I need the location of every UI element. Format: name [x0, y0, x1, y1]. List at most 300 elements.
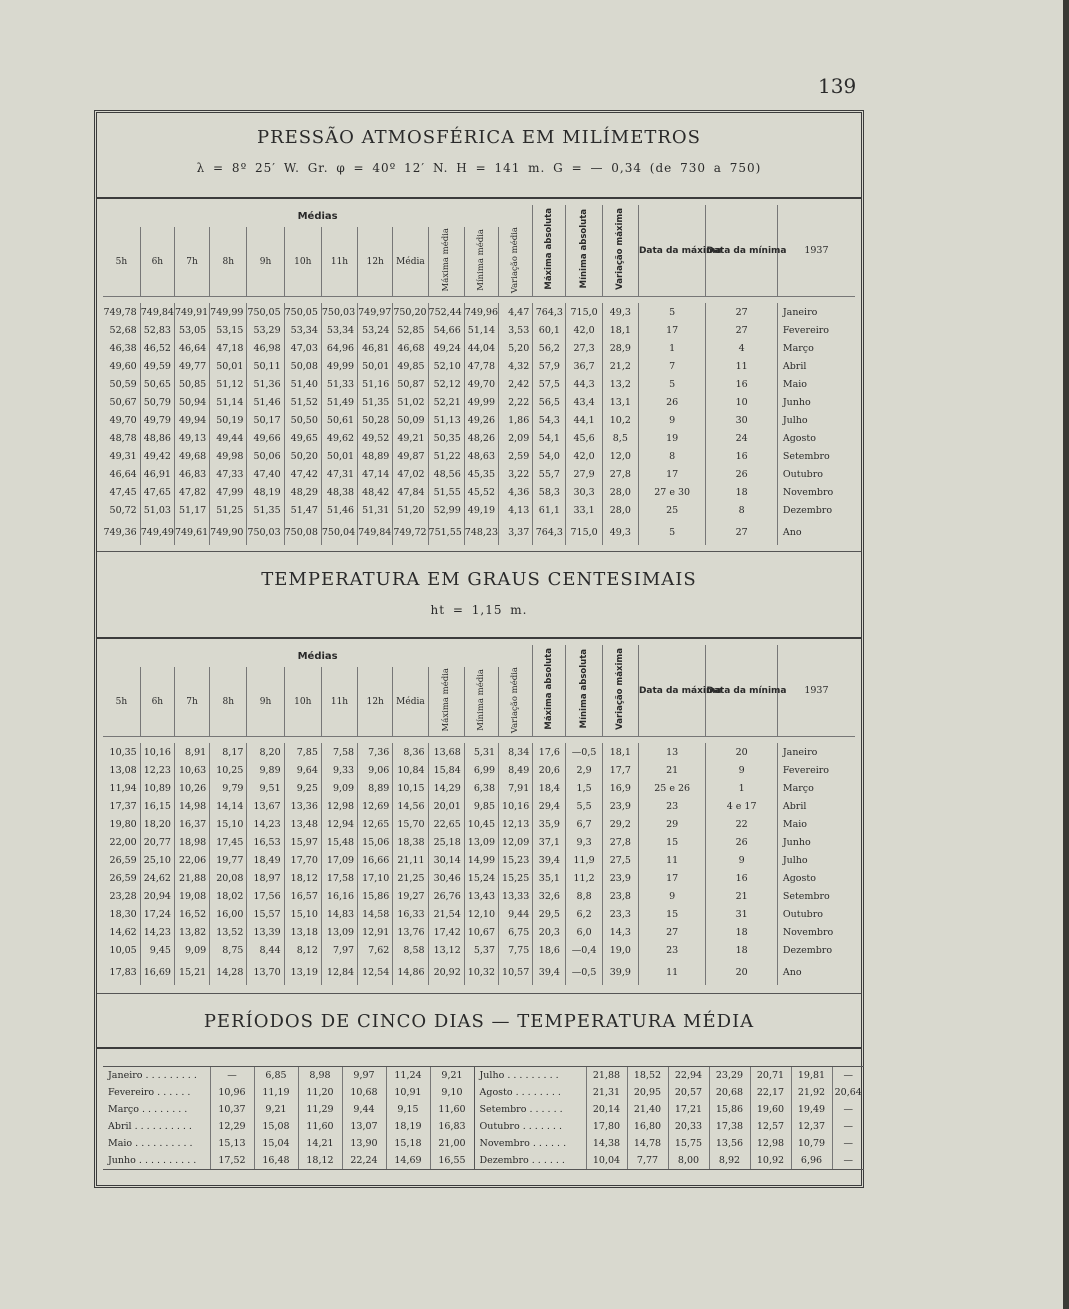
- value-cell: 1,5: [566, 779, 602, 797]
- value-cell: 14,14: [210, 797, 247, 815]
- header-year: [777, 205, 855, 297]
- value-cell: 37,1: [533, 833, 566, 851]
- value-cell: 20,3: [533, 923, 566, 941]
- value-cell: 27,3: [566, 339, 602, 357]
- periods-table: [103, 1066, 864, 1170]
- value-cell: 10,91: [386, 1084, 430, 1101]
- value-cell: 5: [638, 375, 705, 393]
- table-row: [103, 483, 855, 501]
- header-text: 10h: [294, 696, 312, 707]
- value-cell: 47,82: [174, 483, 209, 501]
- value-cell: —: [832, 1118, 864, 1135]
- value-cell: 44,1: [566, 411, 602, 429]
- value-cell: 12,10: [464, 905, 498, 923]
- value-cell: 17,80: [586, 1118, 627, 1135]
- value-cell: 749,99: [210, 303, 247, 321]
- value-cell: 14,99: [464, 851, 498, 869]
- value-cell: 16,33: [393, 905, 428, 923]
- month-cell: Fevereiro: [777, 761, 855, 779]
- page-number: 139: [818, 74, 857, 98]
- value-cell: 750,03: [321, 303, 357, 321]
- value-cell: 21,40: [627, 1101, 668, 1118]
- value-cell: 9,25: [284, 779, 321, 797]
- value-cell: 49,62: [321, 429, 357, 447]
- value-cell: 15,24: [464, 869, 498, 887]
- value-cell: 29,5: [533, 905, 566, 923]
- value-cell: 7,36: [358, 743, 393, 761]
- value-cell: 12,91: [358, 923, 393, 941]
- value-cell: 50,17: [247, 411, 284, 429]
- month-cell: Fevereiro . . . . . .: [108, 1087, 191, 1098]
- header-max-abs: [533, 645, 566, 737]
- value-cell: 16,66: [358, 851, 393, 869]
- value-cell: 11,2: [566, 869, 602, 887]
- value-cell: 9,97: [342, 1067, 386, 1085]
- value-cell: 13,68: [428, 743, 464, 761]
- header-text: Data da máxima: [638, 246, 722, 257]
- value-cell: 47,99: [210, 483, 247, 501]
- month-cell: Maio: [777, 375, 855, 393]
- value-cell: 20,01: [428, 797, 464, 815]
- value-cell: 7,97: [321, 941, 357, 959]
- value-cell: 14,56: [393, 797, 428, 815]
- value-cell: 48,89: [358, 447, 393, 465]
- period-row: [103, 1084, 864, 1101]
- value-cell: 47,14: [358, 465, 393, 483]
- value-cell: 17,42: [428, 923, 464, 941]
- value-cell: 51,14: [210, 393, 247, 411]
- month-cell: Abril: [777, 357, 855, 375]
- value-cell: 8,98: [298, 1067, 342, 1085]
- value-cell: 48,29: [284, 483, 321, 501]
- value-cell: 749,84: [358, 519, 393, 545]
- value-cell: 51,35: [247, 501, 284, 519]
- value-cell: 22,00: [109, 836, 137, 848]
- value-cell: 23,9: [602, 797, 638, 815]
- value-cell: 49,85: [393, 357, 428, 375]
- value-cell: 16: [706, 375, 777, 393]
- medias-label: Médias: [297, 210, 338, 222]
- month-cell: Maio . . . . . . . . . .: [108, 1138, 193, 1149]
- value-cell: 18,12: [298, 1152, 342, 1170]
- header-data-min: [706, 205, 787, 297]
- value-cell: 49,19: [464, 501, 498, 519]
- value-cell: 19,0: [602, 941, 638, 959]
- value-cell: 47,40: [247, 465, 284, 483]
- value-cell: 54,66: [428, 321, 464, 339]
- value-cell: 19,80: [109, 818, 137, 830]
- value-cell: 9: [638, 411, 705, 429]
- value-cell: 9,85: [464, 797, 498, 815]
- value-cell: 8,91: [174, 743, 209, 761]
- value-cell: 9,3: [566, 833, 602, 851]
- value-cell: 6,99: [464, 761, 498, 779]
- value-cell: 48,86: [140, 429, 174, 447]
- header-data-min: [706, 645, 787, 737]
- value-cell: 56,5: [533, 393, 566, 411]
- month-cell: Agosto . . . . . . . .: [474, 1084, 586, 1101]
- value-cell: 12,98: [321, 797, 357, 815]
- value-cell: 17,38: [709, 1118, 750, 1135]
- value-cell: 18,4: [533, 779, 566, 797]
- period-row: [103, 1101, 864, 1118]
- value-cell: 17,45: [210, 833, 247, 851]
- value-cell: 48,56: [428, 465, 464, 483]
- value-cell: 9,33: [321, 761, 357, 779]
- value-cell: 749,72: [393, 519, 428, 545]
- value-cell: 50,19: [210, 411, 247, 429]
- value-cell: 24: [706, 429, 777, 447]
- value-cell: 17,7: [602, 761, 638, 779]
- value-cell: 45,6: [566, 429, 602, 447]
- value-cell: 22: [706, 815, 777, 833]
- value-cell: 53,29: [247, 321, 284, 339]
- value-cell: 18,12: [284, 869, 321, 887]
- value-cell: 13: [638, 743, 705, 761]
- table-row: [103, 375, 855, 393]
- value-cell: 9,64: [284, 761, 321, 779]
- value-cell: 8,34: [499, 743, 533, 761]
- value-cell: 23,9: [602, 869, 638, 887]
- temperature-divider: [97, 637, 861, 639]
- value-cell: —: [832, 1135, 864, 1152]
- value-cell: 49,68: [174, 447, 209, 465]
- value-cell: 8,75: [210, 941, 247, 959]
- value-cell: 48,78: [109, 432, 137, 444]
- value-cell: 20,57: [668, 1084, 709, 1101]
- value-cell: 9,79: [210, 779, 247, 797]
- value-cell: 30,3: [566, 483, 602, 501]
- value-cell: 42,0: [566, 321, 602, 339]
- value-cell: 49,60: [109, 360, 137, 372]
- value-cell: 21,54: [428, 905, 464, 923]
- value-cell: —: [832, 1101, 864, 1118]
- header-text: 10h: [294, 256, 312, 267]
- value-cell: 30,14: [428, 851, 464, 869]
- value-cell: 13,52: [210, 923, 247, 941]
- value-cell: 21,2: [602, 357, 638, 375]
- value-cell: 21,25: [393, 869, 428, 887]
- value-cell: 15,18: [386, 1135, 430, 1152]
- value-cell: 4,36: [499, 483, 533, 501]
- value-cell: 50,06: [247, 447, 284, 465]
- period-row: [103, 1067, 864, 1085]
- value-cell: 14,62: [109, 926, 137, 938]
- value-cell: 51,02: [393, 393, 428, 411]
- table-row: [103, 779, 855, 797]
- value-cell: 8,36: [393, 743, 428, 761]
- value-cell: 15,48: [321, 833, 357, 851]
- value-cell: 27,9: [566, 465, 602, 483]
- value-cell: 10,68: [342, 1084, 386, 1101]
- value-cell: 28,0: [602, 501, 638, 519]
- value-cell: 14,69: [386, 1152, 430, 1170]
- value-cell: 11: [638, 851, 705, 869]
- value-cell: 49,70: [464, 375, 498, 393]
- value-cell: 14,21: [298, 1135, 342, 1152]
- value-cell: 53,15: [210, 321, 247, 339]
- periods-title: PERÍODOS DE CINCO DIAS — TEMPERATURA MÉDIA: [203, 1011, 755, 1032]
- value-cell: 51,31: [358, 501, 393, 519]
- value-cell: 39,4: [533, 851, 566, 869]
- value-cell: 8,17: [210, 743, 247, 761]
- header-11h: [321, 667, 357, 737]
- month-cell: Setembro: [777, 887, 855, 905]
- value-cell: 21,11: [393, 851, 428, 869]
- month-cell: Setembro . . . . . .: [474, 1101, 586, 1118]
- value-cell: 50,50: [284, 411, 321, 429]
- header-data-max: [638, 205, 722, 297]
- value-cell: 13,1: [602, 393, 638, 411]
- value-cell: 8,44: [247, 941, 284, 959]
- value-cell: 10,26: [174, 779, 209, 797]
- value-cell: 10,57: [499, 959, 533, 985]
- value-cell: 5,37: [464, 941, 498, 959]
- temperature-title: TEMPERATURA EM GRAUS CENTESIMAIS: [261, 569, 697, 590]
- value-cell: 3,53: [499, 321, 533, 339]
- value-cell: —: [832, 1067, 864, 1085]
- value-cell: 28,0: [602, 483, 638, 501]
- value-cell: 22,06: [174, 851, 209, 869]
- value-cell: 750,05: [247, 303, 284, 321]
- header-text: Máxima média: [440, 668, 451, 732]
- value-cell: 9,09: [321, 779, 357, 797]
- value-cell: 9,06: [358, 761, 393, 779]
- month-cell: Janeiro . . . . . . . . .: [103, 1067, 210, 1085]
- header-max-media: [428, 227, 464, 297]
- value-cell: 50,67: [109, 396, 137, 408]
- value-cell: 26: [706, 465, 777, 483]
- value-cell: 12,98: [750, 1135, 791, 1152]
- value-cell: 13,18: [284, 923, 321, 941]
- header-max-media: [428, 667, 464, 737]
- value-cell: 764,3: [533, 303, 566, 321]
- value-cell: 51,22: [428, 447, 464, 465]
- header-text: 9h: [259, 256, 272, 267]
- value-cell: 15,08: [254, 1118, 298, 1135]
- value-cell: 16: [706, 447, 777, 465]
- value-cell: 49,21: [393, 429, 428, 447]
- value-cell: 23,28: [109, 890, 137, 902]
- value-cell: 50,94: [174, 393, 209, 411]
- value-cell: 749,36: [103, 526, 137, 538]
- value-cell: 749,61: [174, 519, 209, 545]
- month-cell: Julho . . . . . . . . .: [474, 1067, 586, 1085]
- value-cell: 13,39: [247, 923, 284, 941]
- value-cell: —0,5: [566, 743, 602, 761]
- value-cell: 5: [638, 519, 705, 545]
- value-cell: 35,9: [533, 815, 566, 833]
- value-cell: 52,83: [140, 321, 174, 339]
- value-cell: 55,7: [533, 465, 566, 483]
- value-cell: 15,57: [247, 905, 284, 923]
- value-cell: 32,6: [533, 887, 566, 905]
- value-cell: 12,65: [358, 815, 393, 833]
- value-cell: 25,18: [428, 833, 464, 851]
- value-cell: 12,13: [499, 815, 533, 833]
- value-cell: 20: [706, 743, 777, 761]
- value-cell: 21,00: [430, 1135, 474, 1152]
- header-text: Mínima média: [475, 669, 486, 731]
- value-cell: 18,98: [174, 833, 209, 851]
- value-cell: 25: [638, 501, 705, 519]
- value-cell: 8,49: [499, 761, 533, 779]
- value-cell: 14,98: [174, 797, 209, 815]
- value-cell: 11: [706, 357, 777, 375]
- value-cell: 51,49: [321, 393, 357, 411]
- value-cell: 16,69: [140, 959, 174, 985]
- value-cell: 9,51: [247, 779, 284, 797]
- value-cell: 16,55: [430, 1152, 474, 1170]
- value-cell: 749,96: [464, 303, 498, 321]
- value-cell: 4,32: [499, 357, 533, 375]
- value-cell: 51,13: [428, 411, 464, 429]
- value-cell: 13,82: [174, 923, 209, 941]
- header-10h: [284, 227, 321, 297]
- value-cell: 10,16: [499, 797, 533, 815]
- value-cell: 47,78: [464, 357, 498, 375]
- value-cell: 10,79: [791, 1135, 832, 1152]
- month-cell: Junho: [777, 833, 855, 851]
- month-cell: Agosto: [777, 869, 855, 887]
- value-cell: 749,84: [140, 303, 174, 321]
- value-cell: 20,94: [140, 887, 174, 905]
- value-cell: 26: [638, 393, 705, 411]
- value-cell: 3,22: [499, 465, 533, 483]
- value-cell: 51,46: [247, 393, 284, 411]
- value-cell: 13,07: [342, 1118, 386, 1135]
- value-cell: 23: [638, 797, 705, 815]
- value-cell: 51,52: [284, 393, 321, 411]
- value-cell: 18,6: [533, 941, 566, 959]
- value-cell: 50,65: [140, 375, 174, 393]
- value-cell: 51,03: [140, 501, 174, 519]
- header-media: [393, 227, 428, 297]
- value-cell: 7,77: [627, 1152, 668, 1170]
- table-row: [103, 321, 855, 339]
- value-cell: 47,65: [140, 483, 174, 501]
- value-cell: 17,6: [533, 743, 566, 761]
- value-cell: 12,23: [140, 761, 174, 779]
- value-cell: 49,94: [174, 411, 209, 429]
- value-cell: 49,3: [602, 519, 638, 545]
- value-cell: 9: [706, 851, 777, 869]
- value-cell: 14,83: [321, 905, 357, 923]
- value-cell: 50,11: [247, 357, 284, 375]
- value-cell: 16,52: [174, 905, 209, 923]
- value-cell: 47,42: [284, 465, 321, 483]
- value-cell: 47,45: [109, 486, 137, 498]
- header-text: 11h: [330, 696, 349, 707]
- value-cell: 47,03: [284, 339, 321, 357]
- value-cell: 2,09: [499, 429, 533, 447]
- value-cell: 20,71: [750, 1067, 791, 1085]
- value-cell: 13,43: [464, 887, 498, 905]
- value-cell: 8,12: [284, 941, 321, 959]
- temperature-table: [103, 645, 855, 985]
- value-cell: 13,08: [109, 764, 137, 776]
- value-cell: 28,9: [602, 339, 638, 357]
- value-cell: 19,77: [210, 851, 247, 869]
- header-7h: [174, 227, 209, 297]
- value-cell: 20: [706, 959, 777, 985]
- value-cell: 27: [706, 303, 777, 321]
- value-cell: 12,57: [750, 1118, 791, 1135]
- value-cell: 20,64: [832, 1084, 864, 1101]
- table-row: [103, 339, 855, 357]
- value-cell: 9: [706, 761, 777, 779]
- value-cell: 748,23: [464, 519, 498, 545]
- value-cell: 12,84: [321, 959, 357, 985]
- value-cell: 16,83: [430, 1118, 474, 1135]
- value-cell: 10,32: [464, 959, 498, 985]
- value-cell: 18: [706, 923, 777, 941]
- value-cell: 2,42: [499, 375, 533, 393]
- value-cell: 49,66: [247, 429, 284, 447]
- month-cell: Junho: [777, 393, 855, 411]
- value-cell: 49,79: [140, 411, 174, 429]
- value-cell: 23: [638, 941, 705, 959]
- value-cell: 10,04: [586, 1152, 627, 1170]
- header-text: Variação média: [510, 667, 521, 734]
- value-cell: 11,20: [298, 1084, 342, 1101]
- value-cell: 8,89: [358, 779, 393, 797]
- value-cell: 15,70: [393, 815, 428, 833]
- value-cell: 13,67: [247, 797, 284, 815]
- value-cell: 715,0: [566, 519, 602, 545]
- header-text: 12h: [366, 256, 384, 267]
- value-cell: 51,33: [321, 375, 357, 393]
- header-min-media: [464, 227, 498, 297]
- table-row: [103, 393, 855, 411]
- value-cell: 51,17: [174, 501, 209, 519]
- header-data-max: [638, 645, 722, 737]
- value-cell: 11,24: [386, 1067, 430, 1085]
- value-cell: 29,4: [533, 797, 566, 815]
- value-cell: 16: [706, 869, 777, 887]
- value-cell: 18: [706, 483, 777, 501]
- table-row: [103, 501, 855, 519]
- header-text: Variação máxima: [614, 648, 625, 731]
- value-cell: 15,13: [210, 1135, 254, 1152]
- value-cell: 57,5: [533, 375, 566, 393]
- month-cell: Janeiro: [777, 303, 855, 321]
- header-6h: [140, 667, 174, 737]
- header-text: 11h: [330, 256, 349, 267]
- value-cell: 19,08: [174, 887, 209, 905]
- value-cell: 10,35: [109, 746, 137, 758]
- month-cell: Fevereiro: [777, 321, 855, 339]
- value-cell: 10,2: [602, 411, 638, 429]
- header-6h: [140, 227, 174, 297]
- value-cell: 52,99: [428, 501, 464, 519]
- month-cell: Julho: [777, 851, 855, 869]
- value-cell: 46,64: [174, 339, 209, 357]
- header-10h: [284, 667, 321, 737]
- value-cell: 11,29: [298, 1101, 342, 1118]
- value-cell: 10,05: [109, 944, 137, 956]
- value-cell: 6,0: [566, 923, 602, 941]
- value-cell: 13,33: [499, 887, 533, 905]
- value-cell: 50,08: [284, 357, 321, 375]
- value-cell: 48,42: [358, 483, 393, 501]
- value-cell: 49,77: [174, 357, 209, 375]
- value-cell: 39,9: [602, 959, 638, 985]
- value-cell: 13,70: [247, 959, 284, 985]
- value-cell: 14,38: [586, 1135, 627, 1152]
- table-row: [103, 869, 855, 887]
- header-text: Data da mínima: [706, 246, 787, 257]
